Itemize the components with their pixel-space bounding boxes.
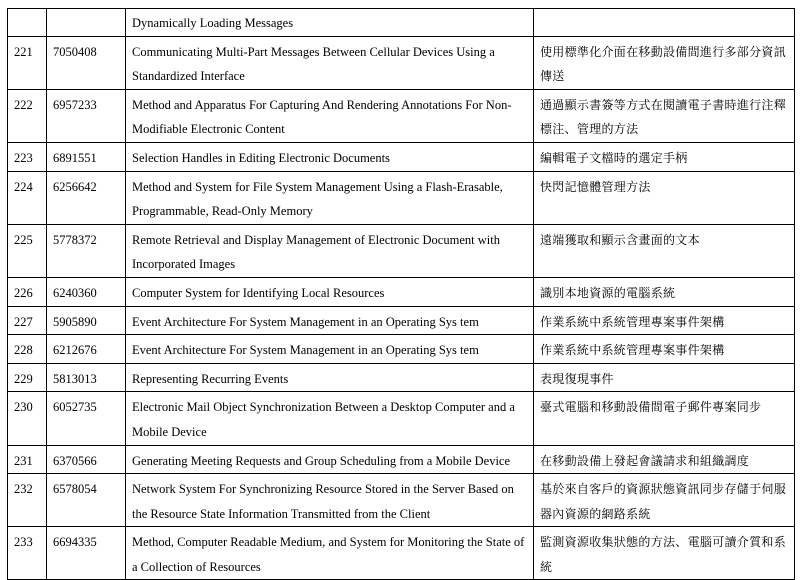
patent-title-zh: 臺式電腦和移動設備間電子郵件專案同步 (534, 392, 795, 445)
patent-title-zh: 基於來自客戶的資源狀態資訊同步存儲于伺服器內資源的網路系統 (534, 474, 795, 527)
table-row (8, 277, 795, 306)
row-number: 223 (8, 142, 47, 171)
patent-number: 5905890 (47, 306, 126, 335)
patent-title-zh: 使用標準化介面在移動設備間進行多部分資訊傳送 (534, 36, 795, 89)
patent-title-en: Event Architecture For System Management in an Operating Sys tem (126, 335, 534, 364)
row-number: 226 (8, 277, 47, 306)
patent-title-en: Method, Computer Readable Medium, and System for Monitoring the State of a Collection of Resources (126, 527, 534, 580)
patent-number: 6891551 (47, 142, 126, 171)
table-row (8, 445, 795, 474)
patent-table (7, 8, 795, 580)
patent-title-zh: 監測資源收集狀態的方法、電腦可讀介質和系統 (534, 527, 795, 580)
patent-title-zh: 識別本地資源的電腦系統 (534, 277, 795, 306)
patent-number: 6578054 (47, 474, 126, 527)
table-row (8, 474, 795, 527)
patent-number: 6694335 (47, 527, 126, 580)
patent-title-zh: 快閃記憶體管理方法 (534, 171, 795, 224)
row-number: 231 (8, 445, 47, 474)
patent-number: 5813013 (47, 363, 126, 392)
patent-number: 6370566 (47, 445, 126, 474)
row-number: 222 (8, 89, 47, 142)
patent-number: 6957233 (47, 89, 126, 142)
row-number: 227 (8, 306, 47, 335)
row-number: 233 (8, 527, 47, 580)
patent-title-en: Generating Meeting Requests and Group Scheduling from a Mobile Device (126, 445, 534, 474)
table-row (8, 89, 795, 142)
patent-title-en: Electronic Mail Object Synchronization Between a Desktop Computer and a Mobile Device (126, 392, 534, 445)
row-number: 230 (8, 392, 47, 445)
patent-number: 7050408 (47, 36, 126, 89)
patent-number: 6256642 (47, 171, 126, 224)
patent-title-en: Remote Retrieval and Display Management of Electronic Document with Incorporated Images (126, 224, 534, 277)
row-number: 225 (8, 224, 47, 277)
patent-title-zh: 遠端獲取和顯示含畫面的文本 (534, 224, 795, 277)
patent-title-zh: 作業系統中系統管理專案事件架構 (534, 306, 795, 335)
patent-title-en: Selection Handles in Editing Electronic Documents (126, 142, 534, 171)
patent-number: 6052735 (47, 392, 126, 445)
patent-number: 6212676 (47, 335, 126, 364)
patent-title-zh: 通過顯示書簽等方式在閱讀電子書時進行注釋標注、管理的方法 (534, 89, 795, 142)
table-row (8, 142, 795, 171)
row-number: 221 (8, 36, 47, 89)
patent-title-en: Event Architecture For System Management in an Operating Sys tem (126, 306, 534, 335)
row-number: 228 (8, 335, 47, 364)
patent-title-en: Communicating Multi-Part Messages Between Cellular Devices Using a Standardized Interface (126, 36, 534, 89)
patent-number: 6240360 (47, 277, 126, 306)
patent-title-zh: 編輯電子文檔時的選定手柄 (534, 142, 795, 171)
table-row (8, 224, 795, 277)
patent-title-en: Dynamically Loading Messages (126, 9, 534, 37)
table-row (8, 171, 795, 224)
row-number: 229 (8, 363, 47, 392)
patent-title-en: Network System For Synchronizing Resource Stored in the Server Based on the Resource State Information Transmitted from the Client (126, 474, 534, 527)
table-row (8, 306, 795, 335)
patent-title-zh: 作業系統中系統管理專案事件架構 (534, 335, 795, 364)
patent-title-en: Method and System for File System Management Using a Flash-Erasable, Programmable, Read-Only Memory (126, 171, 534, 224)
table-row (8, 335, 795, 364)
row-number (8, 9, 47, 37)
table-row (8, 392, 795, 445)
patent-title-en: Computer System for Identifying Local Resources (126, 277, 534, 306)
row-number: 232 (8, 474, 47, 527)
patent-title-zh: 在移動設備上發起會議請求和組織調度 (534, 445, 795, 474)
patent-table-body (8, 9, 795, 580)
patent-number (47, 9, 126, 37)
table-row (8, 527, 795, 580)
patent-title-zh (534, 9, 795, 37)
table-row (8, 36, 795, 89)
patent-title-zh: 表現復現事件 (534, 363, 795, 392)
table-row (8, 363, 795, 392)
table-row-continuation (8, 9, 795, 37)
patent-title-en: Representing Recurring Events (126, 363, 534, 392)
patent-number: 5778372 (47, 224, 126, 277)
patent-title-en: Method and Apparatus For Capturing And Rendering Annotations For Non-Modifiable Electronic Content (126, 89, 534, 142)
row-number: 224 (8, 171, 47, 224)
